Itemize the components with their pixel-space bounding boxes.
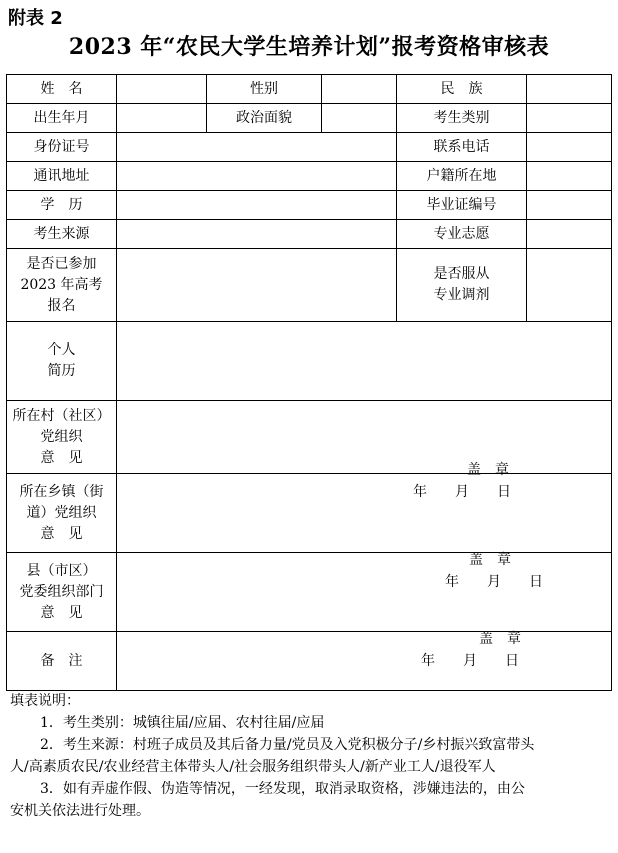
- label-adjust-line2: 专业调剂: [433, 287, 490, 303]
- label-political: 政治面貌: [207, 104, 322, 133]
- label-phone: 联系电话: [397, 133, 527, 162]
- row-name: [7, 75, 612, 104]
- label-name: 姓 名: [7, 75, 117, 104]
- row-source: [7, 220, 612, 249]
- row-gaokao: [7, 249, 612, 322]
- label-town-line2: 道）党组织: [26, 504, 97, 521]
- label-county-line1: 县（市区）: [26, 562, 97, 579]
- field-name[interactable]: [117, 75, 207, 104]
- label-town-opinion: [7, 474, 117, 553]
- label-ethnicity: 民 族: [397, 75, 527, 104]
- label-county-line2: 党委组织部门: [19, 583, 104, 600]
- label-education: 学 历: [7, 191, 117, 220]
- notes-item-3b: 安机关依法进行处理。: [10, 803, 150, 819]
- notes-item-2a: 2．考生来源：村班子成员及其后备力量/党员及入党积极分子/乡村振兴致富带头: [40, 737, 535, 753]
- label-gender: 性别: [207, 75, 322, 104]
- field-phone[interactable]: [527, 133, 612, 162]
- field-gaokao[interactable]: [117, 249, 397, 322]
- label-remarks: 备 注: [7, 632, 117, 691]
- field-diploma-no[interactable]: [527, 191, 612, 220]
- label-county-line3: 意 见: [40, 604, 83, 621]
- label-gaokao: [7, 249, 117, 322]
- field-remarks[interactable]: [117, 632, 612, 691]
- field-source[interactable]: [117, 220, 397, 249]
- county-date: 年 月 日: [421, 653, 519, 669]
- fill-instructions: [10, 690, 608, 822]
- label-resume: [7, 322, 117, 401]
- field-village-opinion[interactable]: [117, 401, 612, 500]
- qualification-form-table: [6, 74, 612, 691]
- field-hukou[interactable]: [527, 162, 612, 191]
- label-adjust: [397, 249, 527, 322]
- row-id: [7, 133, 612, 162]
- notes-item-2b: 人/高素质农民/农业经营主体带头人/社会服务组织带头人/新产业工人/退役军人: [10, 759, 496, 775]
- field-id-number[interactable]: [117, 133, 397, 162]
- row-resume: [7, 322, 612, 401]
- field-education[interactable]: [117, 191, 397, 220]
- row-village-opinion: [7, 401, 612, 474]
- field-applicant-type[interactable]: [527, 104, 612, 133]
- label-town-line1: 所在乡镇（街: [19, 483, 104, 500]
- field-ethnicity[interactable]: [527, 75, 612, 104]
- label-gaokao-line3: 报名: [47, 297, 76, 314]
- label-id-number: 身份证号: [7, 133, 117, 162]
- label-village-line1: 所在村（社区）: [12, 407, 111, 424]
- label-gaokao-line2: 2023 年高考: [20, 276, 103, 293]
- field-political[interactable]: [322, 104, 397, 133]
- label-village-line2: 党组织: [40, 428, 83, 445]
- label-county-opinion: [7, 553, 117, 632]
- row-address: [7, 162, 612, 191]
- label-hukou: 户籍所在地: [397, 162, 527, 191]
- village-date: 年 月 日: [413, 484, 511, 500]
- field-resume[interactable]: [117, 322, 612, 401]
- label-birth: 出生年月: [7, 104, 117, 133]
- label-source: 考生来源: [7, 220, 117, 249]
- town-seal: 盖 章: [469, 552, 511, 568]
- notes-heading: 填表说明：: [10, 693, 80, 709]
- town-date: 年 月 日: [445, 574, 543, 590]
- county-seal: 盖 章: [479, 631, 521, 647]
- row-education: [7, 191, 612, 220]
- appendix-label: 附表 2: [8, 8, 63, 29]
- field-birth[interactable]: [117, 104, 207, 133]
- label-town-line3: 意 见: [40, 525, 83, 542]
- field-major-pref[interactable]: [527, 220, 612, 249]
- field-gender[interactable]: [322, 75, 397, 104]
- label-address: 通讯地址: [7, 162, 117, 191]
- label-village-opinion: [7, 401, 117, 474]
- label-applicant-type: 考生类别: [397, 104, 527, 133]
- label-resume-line1: 个人: [47, 342, 76, 358]
- label-adjust-line1: 是否服从: [433, 266, 490, 282]
- label-gaokao-line1: 是否已参加: [26, 255, 97, 272]
- notes-item-1: 1．考生类别：城镇往届/应届、农村往届/应届: [40, 715, 325, 731]
- field-town-opinion[interactable]: [117, 474, 612, 590]
- field-adjust[interactable]: [527, 249, 612, 322]
- field-address[interactable]: [117, 162, 397, 191]
- notes-item-3a: 3．如有弄虚作假、伪造等情况，一经发现，取消录取资格，涉嫌违法的，由公: [40, 781, 525, 797]
- label-village-line3: 意 见: [40, 449, 83, 466]
- village-seal: 盖 章: [467, 462, 509, 478]
- row-birth: [7, 104, 612, 133]
- form-title: 2023 年“农民大学生培养计划”报考资格审核表: [68, 34, 550, 60]
- label-diploma-no: 毕业证编号: [397, 191, 527, 220]
- label-major-pref: 专业志愿: [397, 220, 527, 249]
- row-town-opinion: [7, 474, 612, 553]
- label-resume-line2: 简历: [47, 363, 76, 379]
